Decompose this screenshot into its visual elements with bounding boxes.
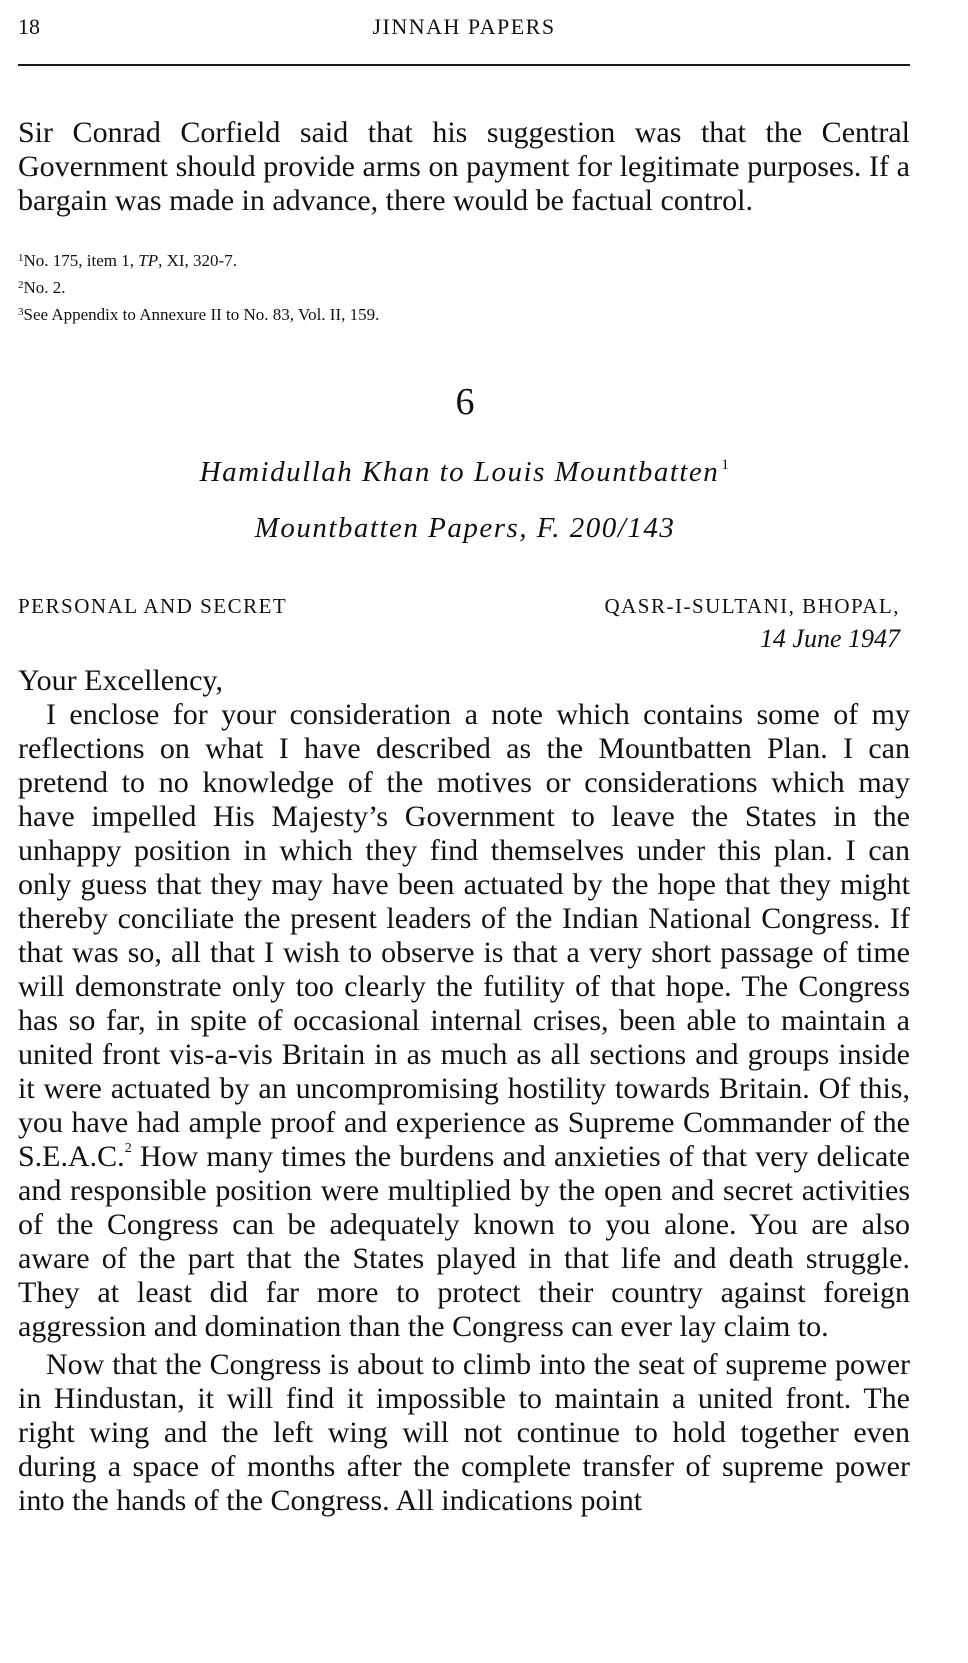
salutation: Your Excellency,: [18, 664, 223, 697]
letter-date: 14 June 1947: [759, 624, 900, 653]
letter-paragraph-1: [18, 698, 910, 1344]
document-number: 6: [455, 381, 475, 423]
document-title-text: Hamidullah Khan to Louis Mountbatten: [199, 456, 720, 488]
footnote-italic: TP: [138, 251, 159, 270]
document-title-note: 1: [721, 457, 731, 473]
footnote-3: [18, 300, 910, 327]
document-source: Mountbatten Papers, F. 200/143: [254, 512, 676, 544]
continuation-paragraph: [18, 116, 910, 218]
footnote-text: , XI, 320-7.: [158, 251, 237, 270]
classification-label: PERSONAL AND SECRET: [18, 594, 288, 618]
letter-paragraph-2: Now that the Congress is about to climb into the seat of supreme power in Hindustan, it will find it impossible to maintain a united front. The right wing and the left wing will not continue to hold together even during a space of months after the complete transfer of supreme power into the hands of the Congress. All indications point: [18, 1348, 910, 1517]
paragraph-text: How many times the burdens and anxieties of that very delicate and responsible position were multiplied by the open and secret activities of the Congress can be adequately known to you alone. You are also aware of the part that the States played in that life and death struggle. They at least did far more to protect their country against foreign aggression and domination than the Congress can ever lay claim to.: [18, 1140, 910, 1343]
footnote-text: No. 2.: [23, 278, 66, 297]
footnote-mark: 1: [18, 252, 24, 264]
footnote-mark: 2: [18, 279, 24, 291]
footnote-text: No. 175, item 1,: [23, 251, 139, 270]
running-title: JINNAH PAPERS: [372, 14, 556, 39]
footnote-text: See Appendix to Annexure II to No. 83, Vol. II, 159.: [23, 305, 380, 324]
continuation-text: Sir Conrad Corfield said that his suggestion was that the Central Government should provide arms on payment for legitimate purposes. If a bargain was made in advance, there would be factual control.: [18, 116, 910, 217]
document-title: [0, 456, 930, 489]
footnote-2: [18, 273, 910, 300]
letter-place: QASR-I-SULTANI, BHOPAL,: [604, 594, 900, 618]
header-rule: [18, 64, 910, 66]
footnotes: [18, 246, 910, 327]
footnote-mark: 3: [18, 306, 24, 318]
page-header: [18, 14, 910, 44]
letter-body: [18, 698, 910, 1518]
paragraph-note: 2: [124, 1141, 132, 1156]
paragraph-text: I enclose for your consideration a note which contains some of my reflections on what I have described as the Mountbatten Plan. I can pretend to no knowledge of the motives or considerations which may have impelled His Majesty’s Government to leave the States in the unhappy position in which they find themselves under this plan. I can only guess that they may have been actuated by the hope that they might thereby conciliate the present leaders of the Indian National Congress. If that was so, all that I wish to observe is that a very short passage of time will demonstrate only too clearly the futility of that hope. The Congress has so far, in spite of occasional internal crises, been able to maintain a united front vis-a-vis Britain in as much as all sections and groups inside it were actuated by an uncompromising hostility towards Britain. Of this, you have had ample proof and experience as Supreme Commander of the S.E.A.C.: [18, 698, 910, 1173]
footnote-1: [18, 246, 910, 273]
page-number: 18: [18, 14, 40, 39]
